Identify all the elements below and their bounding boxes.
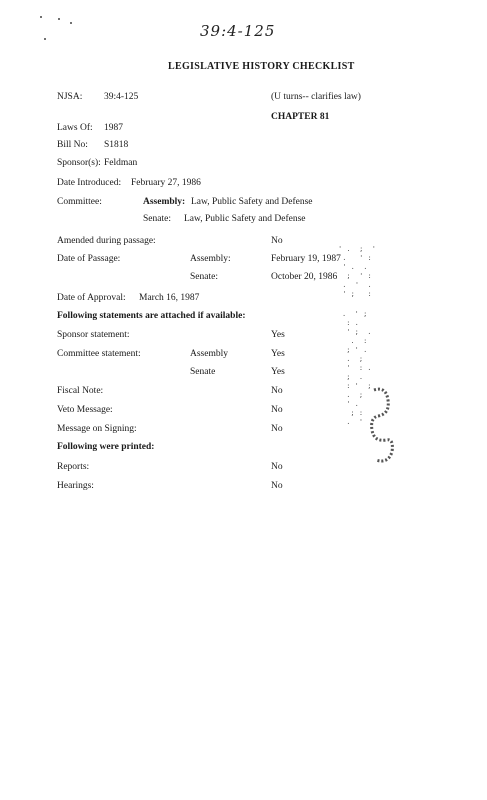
hearings-label: Hearings: bbox=[57, 481, 94, 491]
passage-senate-value: October 20, 1986 bbox=[271, 272, 338, 282]
message-on-signing-value: No bbox=[271, 424, 283, 434]
sponsors-value: Feldman bbox=[104, 158, 138, 168]
fiscal-note-label: Fiscal Note: bbox=[57, 386, 104, 396]
committee-senate-value: Law, Public Safety and Defense bbox=[184, 214, 306, 224]
passage-assembly-value: February 19, 1987 bbox=[271, 254, 341, 264]
scan-speck bbox=[44, 38, 46, 40]
date-of-approval-value: March 16, 1987 bbox=[139, 293, 200, 303]
amended-label: Amended during passage: bbox=[57, 236, 156, 246]
committee-label: Committee: bbox=[57, 197, 102, 207]
passage-senate-label: Senate: bbox=[190, 272, 218, 282]
bill-no-label: Bill No: bbox=[57, 140, 88, 150]
njsa-value: 39:4-125 bbox=[104, 92, 139, 102]
passage-assembly-label: Assembly: bbox=[190, 254, 231, 264]
committee-senate-label: Senate: bbox=[143, 214, 171, 224]
fiscal-note-value: No bbox=[271, 386, 283, 396]
sponsors-label: Sponsor(s): bbox=[57, 158, 101, 168]
scan-speck bbox=[58, 18, 60, 20]
laws-of-value: 1987 bbox=[104, 123, 123, 133]
scan-smudge bbox=[364, 380, 404, 470]
sponsor-statement-value: Yes bbox=[271, 330, 285, 340]
following-printed-heading: Following were printed: bbox=[57, 442, 155, 452]
date-introduced-label: Date Introduced: bbox=[57, 178, 122, 188]
committee-statement-label: Committee statement: bbox=[57, 349, 141, 359]
reports-value: No bbox=[271, 462, 283, 472]
date-introduced-value: February 27, 1986 bbox=[131, 178, 201, 188]
committee-statement-senate-value: Yes bbox=[271, 367, 285, 377]
amended-value: No bbox=[271, 236, 283, 246]
committee-statement-assembly-label: Assembly bbox=[190, 349, 228, 359]
njsa-note: (U turns-- clarifies law) bbox=[271, 92, 361, 102]
message-on-signing-label: Message on Signing: bbox=[57, 424, 137, 434]
committee-statement-senate-label: Senate bbox=[190, 367, 216, 377]
committee-statement-assembly-value: Yes bbox=[271, 349, 285, 359]
committee-assembly-value: Law, Public Safety and Defense bbox=[191, 197, 313, 207]
date-of-approval-label: Date of Approval: bbox=[57, 293, 126, 303]
scan-noise: . ' ; : . ' ; . . : ; ' . . ; ' : . ; . : ' ; . ; ' . ; : . ' bbox=[342, 310, 372, 426]
veto-message-value: No bbox=[271, 405, 283, 415]
scan-noise: ' . ; ' . ' : ' . . ; ' : . ' . ' ; : bbox=[338, 245, 376, 298]
reports-label: Reports: bbox=[57, 462, 90, 472]
date-of-passage-label: Date of Passage: bbox=[57, 254, 121, 264]
veto-message-label: Veto Message: bbox=[57, 405, 113, 415]
scan-speck bbox=[70, 22, 72, 24]
hearings-value: No bbox=[271, 481, 283, 491]
chapter: CHAPTER 81 bbox=[271, 112, 330, 122]
following-attached-heading: Following statements are attached if available: bbox=[57, 311, 246, 321]
page-title: LEGISLATIVE HISTORY CHECKLIST bbox=[168, 61, 355, 72]
njsa-label: NJSA: bbox=[57, 92, 83, 102]
committee-assembly-label: Assembly: bbox=[143, 197, 186, 207]
laws-of-label: Laws Of: bbox=[57, 123, 93, 133]
handwritten-number: 39:4-125 bbox=[200, 22, 276, 40]
bill-no-value: S1818 bbox=[104, 140, 129, 150]
sponsor-statement-label: Sponsor statement: bbox=[57, 330, 130, 340]
scan-speck bbox=[40, 16, 42, 18]
